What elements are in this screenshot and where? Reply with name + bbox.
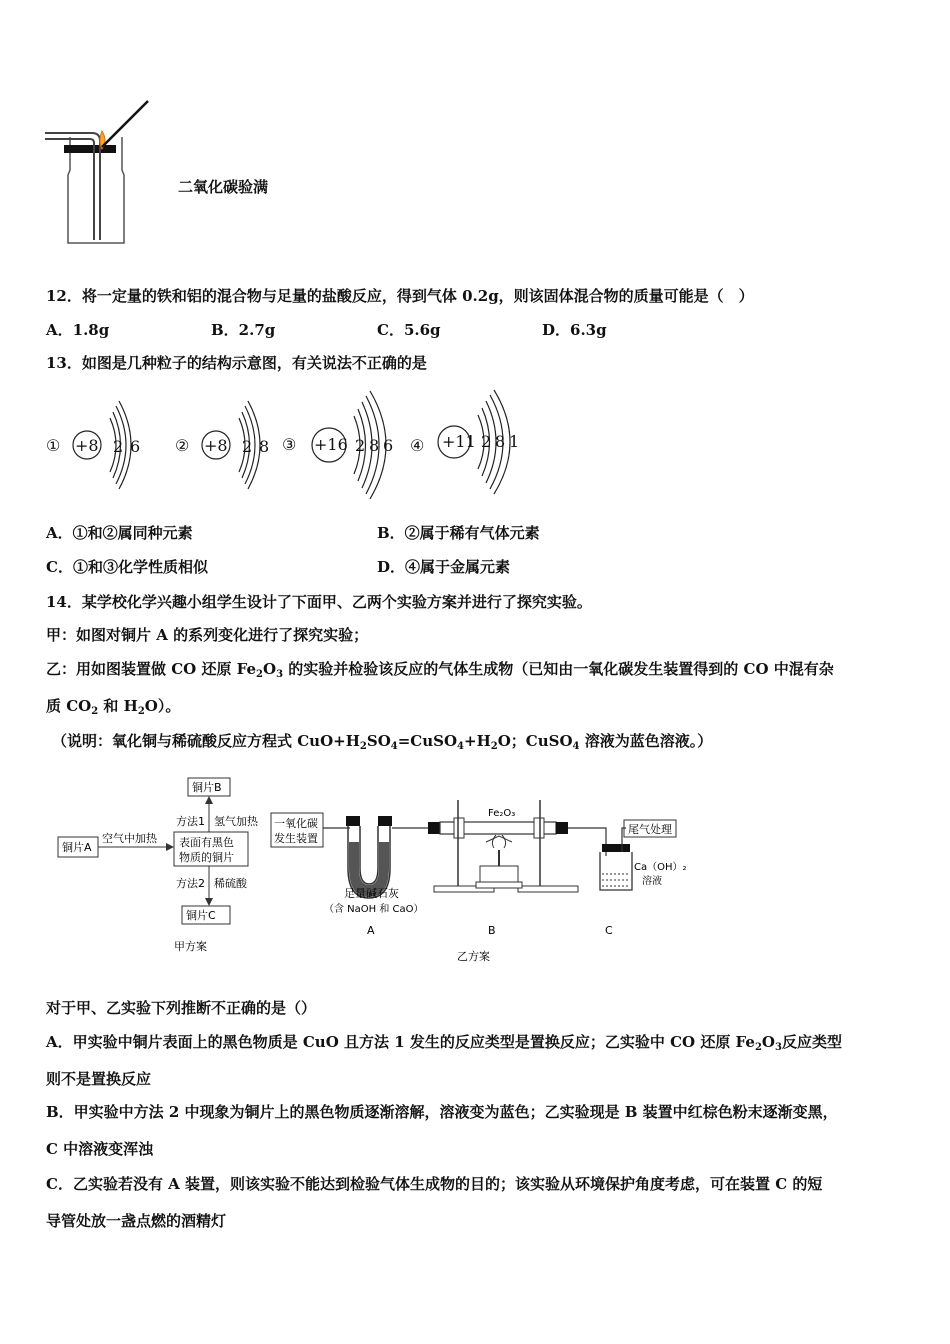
q14-note-sub: 4 [457, 741, 465, 752]
hydrogen-heat-label: 氢气加热 [214, 815, 258, 828]
co-generator-line2: 发生装置 [274, 832, 318, 845]
q14-note-text: =CuSO [397, 732, 458, 750]
q14-note-sub: 4 [390, 741, 398, 752]
q14-note-sub: 2 [359, 741, 367, 752]
q14-yi-text: 和 H [98, 697, 138, 715]
q14-yi-sub: 2 [91, 706, 99, 717]
particle-4-index: ④ [410, 436, 425, 455]
q14-option-a-sub: 2 [754, 1042, 762, 1053]
black-box-line1: 表面有黑色 [179, 836, 234, 849]
q14-yi-sub: 3 [276, 669, 284, 680]
particle-1-nucleus: +8 [75, 436, 99, 455]
particle-1-shell-2: 6 [130, 437, 141, 456]
particle-2-shell-2: 8 [259, 437, 270, 456]
q12-option-c: C．5.6g [377, 321, 441, 339]
jia-plan-caption: 甲方案 [174, 940, 207, 953]
q14-yi-text: 乙：用如图装置做 CO 还原 Fe [46, 660, 257, 678]
particle-4-shell-1: 2 [481, 432, 492, 451]
tail-gas-label: 尾气处理 [628, 823, 672, 836]
q14-option-b-line2: C 中溶液变浑浊 [46, 1140, 154, 1158]
q12-option-d: D．6.3g [542, 321, 607, 339]
co2-test-label: 二氧化碳验满 [178, 178, 269, 196]
label-b: B [488, 924, 496, 937]
q14-yi-line2 [46, 695, 180, 716]
yi-plan-diagram [268, 780, 688, 970]
particle-2-shell-1: 2 [242, 437, 253, 456]
q14-option-b-line1: B．甲实验中方法 2 中现象为铜片上的黑色物质逐渐溶解，溶液变为蓝色；乙实验现是 B 装置中红棕色粉末逐渐变黑， [46, 1103, 838, 1121]
co2-test-figure [40, 95, 160, 250]
q14-yi-line1 [46, 658, 834, 679]
fe2o3-label: Fe₂O₃ [488, 808, 516, 819]
q14-option-a-sub: 3 [774, 1042, 782, 1053]
particle-4-nucleus: +11 [442, 432, 476, 451]
q12-option-b: B．2.7g [211, 321, 276, 339]
limewater-line1: Ca（OH）₂ [634, 862, 687, 873]
q14-yi-text: O [263, 660, 277, 678]
q14-yi-text: 的实验并检验该反应的气体生成物（已知由一氧化碳发生装置得到的 CO 中混有杂 [283, 660, 834, 678]
q14-yi-text: O）。 [144, 697, 181, 715]
soda-lime-note: （含 NaOH 和 CaO） [324, 904, 424, 915]
particle-4-shell-2: 8 [495, 432, 506, 451]
soda-lime-label: 足量碱石灰 [344, 887, 399, 900]
q14-note [52, 730, 712, 751]
q14-yi-text: 质 CO [46, 697, 92, 715]
q13-stem: 13．如图是几种粒子的结构示意图，有关说法不正确的是 [46, 354, 427, 372]
particle-3-shell-3: 6 [383, 436, 394, 455]
method1-label: 方法1 [176, 815, 205, 828]
q13-option-c: C．①和③化学性质相似 [46, 558, 208, 576]
q14-stem: 14．某学校化学兴趣小组学生设计了下面甲、乙两个实验方案并进行了探究实验。 [46, 593, 592, 611]
label-c: C [605, 924, 613, 937]
particle-3-shell-2: 8 [369, 436, 380, 455]
q14-question: 对于甲、乙实验下列推断不正确的是（） [46, 999, 317, 1017]
particle-3-index: ③ [282, 435, 297, 454]
black-box-line2: 物质的铜片 [179, 851, 234, 864]
jia-plan-diagram [50, 770, 280, 960]
q14-note-text: +H [464, 732, 491, 750]
co-generator-line1: 一氧化碳 [274, 817, 318, 830]
q12-stem: 12．将一定量的铁和铝的混合物与足量的盐酸反应，得到气体 0.2g，则该固体混合物的质量可能是（ ） [46, 287, 754, 305]
yi-plan-caption: 乙方案 [457, 950, 490, 963]
q14-option-a-line1 [46, 1031, 842, 1052]
particle-3-nucleus: +16 [314, 435, 348, 454]
copper-a-label: 铜片A [62, 841, 92, 854]
copper-c-label: 铜片C [186, 909, 216, 922]
q14-option-a-text: A．甲实验中铜片表面上的黑色物质是 CuO 且方法 1 发生的反应类型是置换反应；乙实验中 CO 还原 Fe [46, 1033, 755, 1051]
q13-option-a: A．①和②属同种元素 [46, 524, 193, 542]
particle-1-shell-1: 2 [113, 437, 124, 456]
q14-jia: 甲：如图对铜片 A 的系列变化进行了探究实验； [46, 626, 369, 644]
q14-note-text: SO [366, 732, 391, 750]
particle-2-index: ② [175, 436, 190, 455]
q14-option-a-line2: 则不是置换反应 [46, 1070, 152, 1088]
q14-yi-sub: 2 [256, 669, 264, 680]
q14-note-sub: 4 [572, 741, 580, 752]
particle-2-nucleus: +8 [204, 436, 228, 455]
limewater-line2: 溶液 [642, 876, 662, 887]
method2-label: 方法2 [176, 877, 205, 890]
q14-note-text: O；CuSO [497, 732, 573, 750]
particle-3-shell-1: 2 [355, 436, 366, 455]
q14-note-text: 溶液为蓝色溶液。） [579, 732, 713, 750]
dilute-acid-label: 稀硫酸 [214, 877, 247, 890]
q14-option-c-line1: C．乙实验若没有 A 装置，则该实验不能达到检验气体生成物的目的；该实验从环境保护角度考虑，可在装置 C 的短 [46, 1175, 823, 1193]
air-heat-label: 空气中加热 [102, 832, 157, 845]
q12-option-a: A．1.8g [46, 321, 110, 339]
u-tube-a [346, 816, 428, 898]
particle-4-shell-3: 1 [509, 432, 520, 451]
copper-b-label: 铜片B [192, 781, 222, 794]
q14-yi-sub: 2 [137, 706, 145, 717]
q14-note-sub: 2 [490, 741, 498, 752]
particle-1-index: ① [46, 436, 61, 455]
q13-option-d: D．④属于金属元素 [377, 558, 511, 576]
q14-note-text: （说明：氧化铜与稀硫酸反应方程式 CuO+H [52, 732, 360, 750]
label-a: A [367, 924, 375, 937]
q14-option-a-text: 反应类型 [781, 1033, 842, 1051]
q14-option-c-line2: 导管处放一盏点燃的酒精灯 [46, 1212, 227, 1230]
q14-option-a-text: O [761, 1033, 775, 1051]
q13-option-b: B．②属于稀有气体元素 [377, 524, 540, 542]
